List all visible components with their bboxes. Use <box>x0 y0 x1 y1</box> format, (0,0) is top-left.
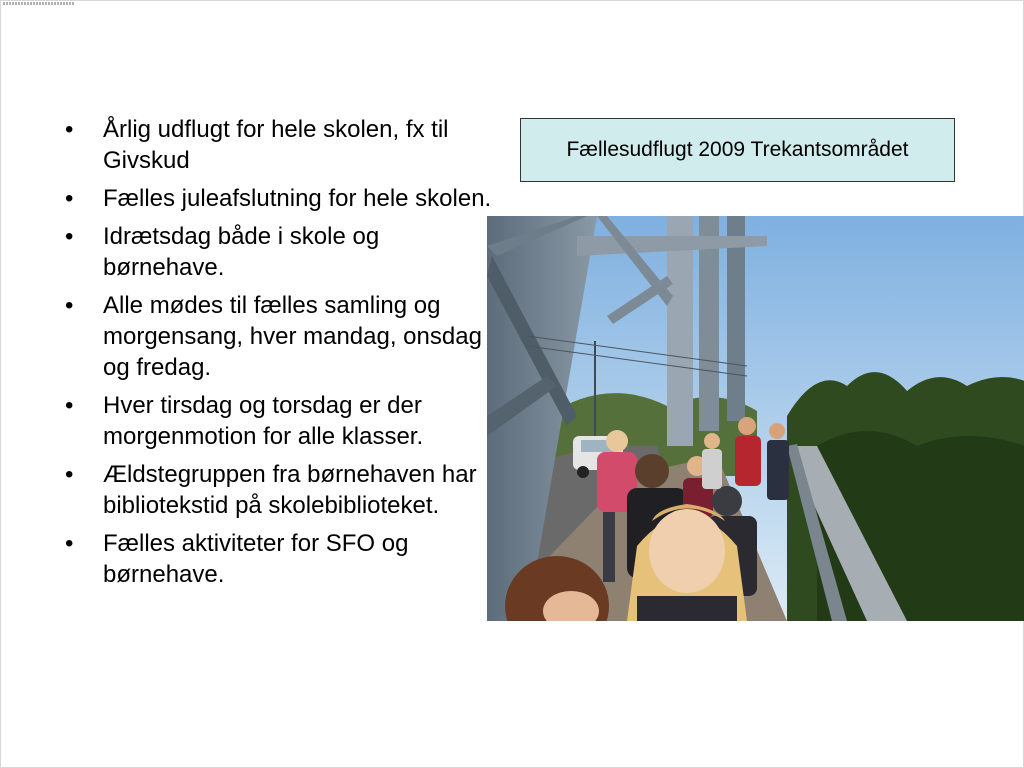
bullet-dot: • <box>65 185 74 212</box>
corner-mark <box>3 2 75 5</box>
bullet-item <box>59 290 499 383</box>
bullet-item <box>59 390 499 452</box>
bullet-text: Ældstegruppen fra børnehaven har bibliotekstid på skolebiblioteket. <box>103 461 477 519</box>
bullet-dot: • <box>65 223 74 250</box>
bullet-text: Fælles aktiviteter for SFO og børnehave. <box>103 530 409 588</box>
photo-caption-box <box>520 118 955 182</box>
bullet-text: Idrætsdag både i skole og børnehave. <box>103 223 380 281</box>
bullet-dot: • <box>65 392 74 419</box>
bullet-text: Hver tirsdag og torsdag er der morgenmotion for alle klasser. <box>103 392 424 450</box>
bullet-dot: • <box>65 530 74 557</box>
bullet-dot: • <box>65 292 74 319</box>
bullet-item <box>59 114 499 176</box>
bullet-item <box>59 459 499 521</box>
bullet-item <box>59 221 499 283</box>
bridge-photo-illustration <box>487 216 1024 621</box>
bullet-dot: • <box>65 116 74 143</box>
bullet-list <box>59 114 499 597</box>
photo-caption: Fællesudflugt 2009 Trekantsområdet <box>566 138 909 161</box>
bullet-item <box>59 183 499 214</box>
bridge-photo <box>487 216 1024 621</box>
bullet-text: Årlig udflugt for hele skolen, fx til Givskud <box>103 116 449 174</box>
bullet-dot: • <box>65 461 74 488</box>
bullet-text: Alle mødes til fælles samling og morgensang, hver mandag, onsdag og fredag. <box>103 292 482 381</box>
bullet-item <box>59 528 499 590</box>
bullet-text: Fælles juleafslutning for hele skolen. <box>103 185 492 212</box>
